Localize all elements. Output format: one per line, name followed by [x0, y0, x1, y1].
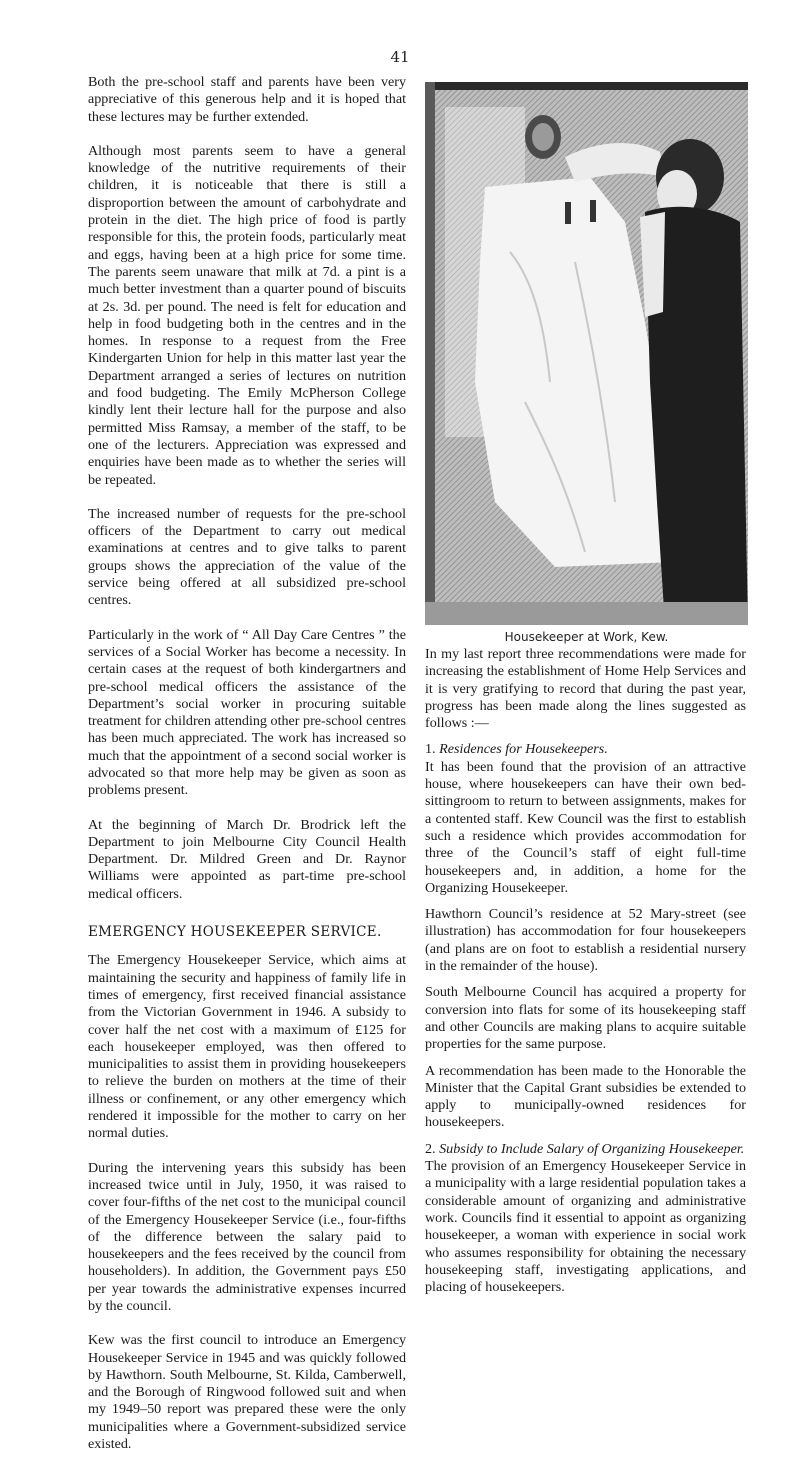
right-column — [425, 646, 746, 1313]
paragraph: A recommendation has been made to the Honorable the Minister that the Capital Grant subsidies be extended to apply to municipally-owned residences for housekeepers. — [425, 1062, 746, 1131]
paragraph: Both the pre-school staff and parents have been very appreciative of this generous help and it is hoped that these lectures may be further extended. — [88, 74, 406, 125]
left-column — [88, 74, 406, 1470]
item-number: 2. — [425, 1140, 436, 1157]
paragraph: The provision of an Emergency Housekeeper Service in a municipality with a large residential population takes a considerable amount of organizing and administrative work. Councils find it essential to appoint as organizing housekeeper, a woman with experience in social work who assumes responsibility for obtaining the necessary housekeeping staff, investigating applications, and placing of housekeepers. — [425, 1158, 746, 1296]
item-number: 1. — [425, 741, 436, 758]
item-title: Residences for Housekeepers. — [439, 741, 608, 758]
paragraph: Kew was the first council to introduce an Emergency Housekeeper Service in 1945 and was quickly followed by Hawthorn. South Melbourne, St. Kilda, Camberwell, and the Borough of Ringwood followed suit and when my 1949–50 report was prepared these were the only municipalities where a Government-subsidized service existed. — [88, 1332, 406, 1453]
paragraph: Particularly in the work of “ All Day Care Centres ” the services of a Social Worker has become a necessity. In certain cases at the request of both kindergartners and pre-school medical officers the assistance of the Department’s social worker in procuring suitable treatment for children attending other pre-school centres has been much appreciated. The work has increased so much that the appointment of a second social worker is advocated so that more help may be given as soon as problems present. — [88, 626, 406, 799]
section-heading: EMERGENCY HOUSEKEEPER SERVICE. — [88, 924, 382, 941]
paragraph: South Melbourne Council has acquired a property for conversion into flats for some of its housekeeping staff and other Councils are making plans to acquire suitable properties for the same purpose. — [425, 984, 746, 1053]
paragraph: Although most parents seem to have a general knowledge of the nutritive requirements of their children, it is noticeable that there is still a disproportion between the amount of carbohydrate and protein in the diet. The high price of food is partly responsible for this, the protein foods, particularly meat and eggs, having been at a high price for some time. The parents seem unaware that milk at 7d. a pint is a much better investment than a quarter pound of biscuits at 2s. 3d. per pound. The need is felt for education and help in food budgeting both in the centres and in the homes. In response to a request from the Free Kindergarten Union for help in this matter last year the Department arranged a series of lectures on nutrition and food budgeting. The Emily McPherson College kindly lent their lecture hall for the purpose and also permitted Miss Ramsay, a member of the staff, to be one of the lecturers. Appreciation was expressed and enquiries have been made as to whether the series will be repeated. — [88, 142, 406, 488]
paragraph: It has been found that the provision of an attractive house, where housekeepers can have their own bed-sittingroom to return to between assignments, makes for a contented staff. Kew Council was the first to establish such a residence which provides accommodation for three of the Council’s staff of eight full-time housekeepers and, in addition, a home for the Organizing Housekeeper. — [425, 758, 746, 896]
item-heading — [425, 1141, 746, 1158]
paragraph: Hawthorn Council’s residence at 52 Mary-street (see illustration) has accommodation for four housekeepers (and plans are on foot to establish a residential nursery in the remainder of the house). — [425, 906, 746, 975]
photo-figure — [425, 82, 748, 629]
item-title: Subsidy to Include Salary of Organizing Housekeeper. — [439, 1140, 745, 1157]
paragraph: In my last report three recommendations were made for increasing the establishment of Home Help Services and it is very gratifying to record that during the past year, progress has been made along the lines suggested as follows :— — [425, 646, 746, 732]
figure-caption: Housekeeper at Work, Kew. — [504, 630, 669, 644]
paragraph: During the intervening years this subsidy has been increased twice until in July, 1950, it was raised to cover four-fifths of the net cost to the municipal council of the Emergency Housekeeper Service (i.e., four-fifths of the difference between the salary paid to housekeepers and the fees received by the council from householders). In addition, the Government pays £50 per year towards the administrative expenses incurred by the council. — [88, 1159, 406, 1314]
item-heading — [425, 741, 746, 758]
paragraph: The Emergency Housekeeper Service, which aims at maintaining the security and happiness of family life in times of emergency, first received financial assistance from the Victorian Government in 1946. A subsidy to cover half the net cost with a maximum of £125 for each housekeeper employed, was then offered to municipalities to assist them in providing housekeepers to relieve the burden on mothers at the time of their illness or confinement, or any other emergency which rendered it impossible for the mother to carry on her normal duties. — [88, 952, 406, 1142]
paragraph: At the beginning of March Dr. Brodrick left the Department to join Melbourne City Council Health Department. Dr. Mildred Green and Dr. Raynor Williams were appointed as part-time pre-school medical officers. — [88, 816, 406, 902]
page-number: 41 — [390, 48, 410, 66]
paragraph: The increased number of requests for the pre-school officers of the Department to carry out medical examinations at centres and to give talks to parent groups shows the appreciation of the value of the service being offered at all subsidized pre-school centres. — [88, 505, 406, 609]
housekeeper-photo — [425, 82, 748, 625]
